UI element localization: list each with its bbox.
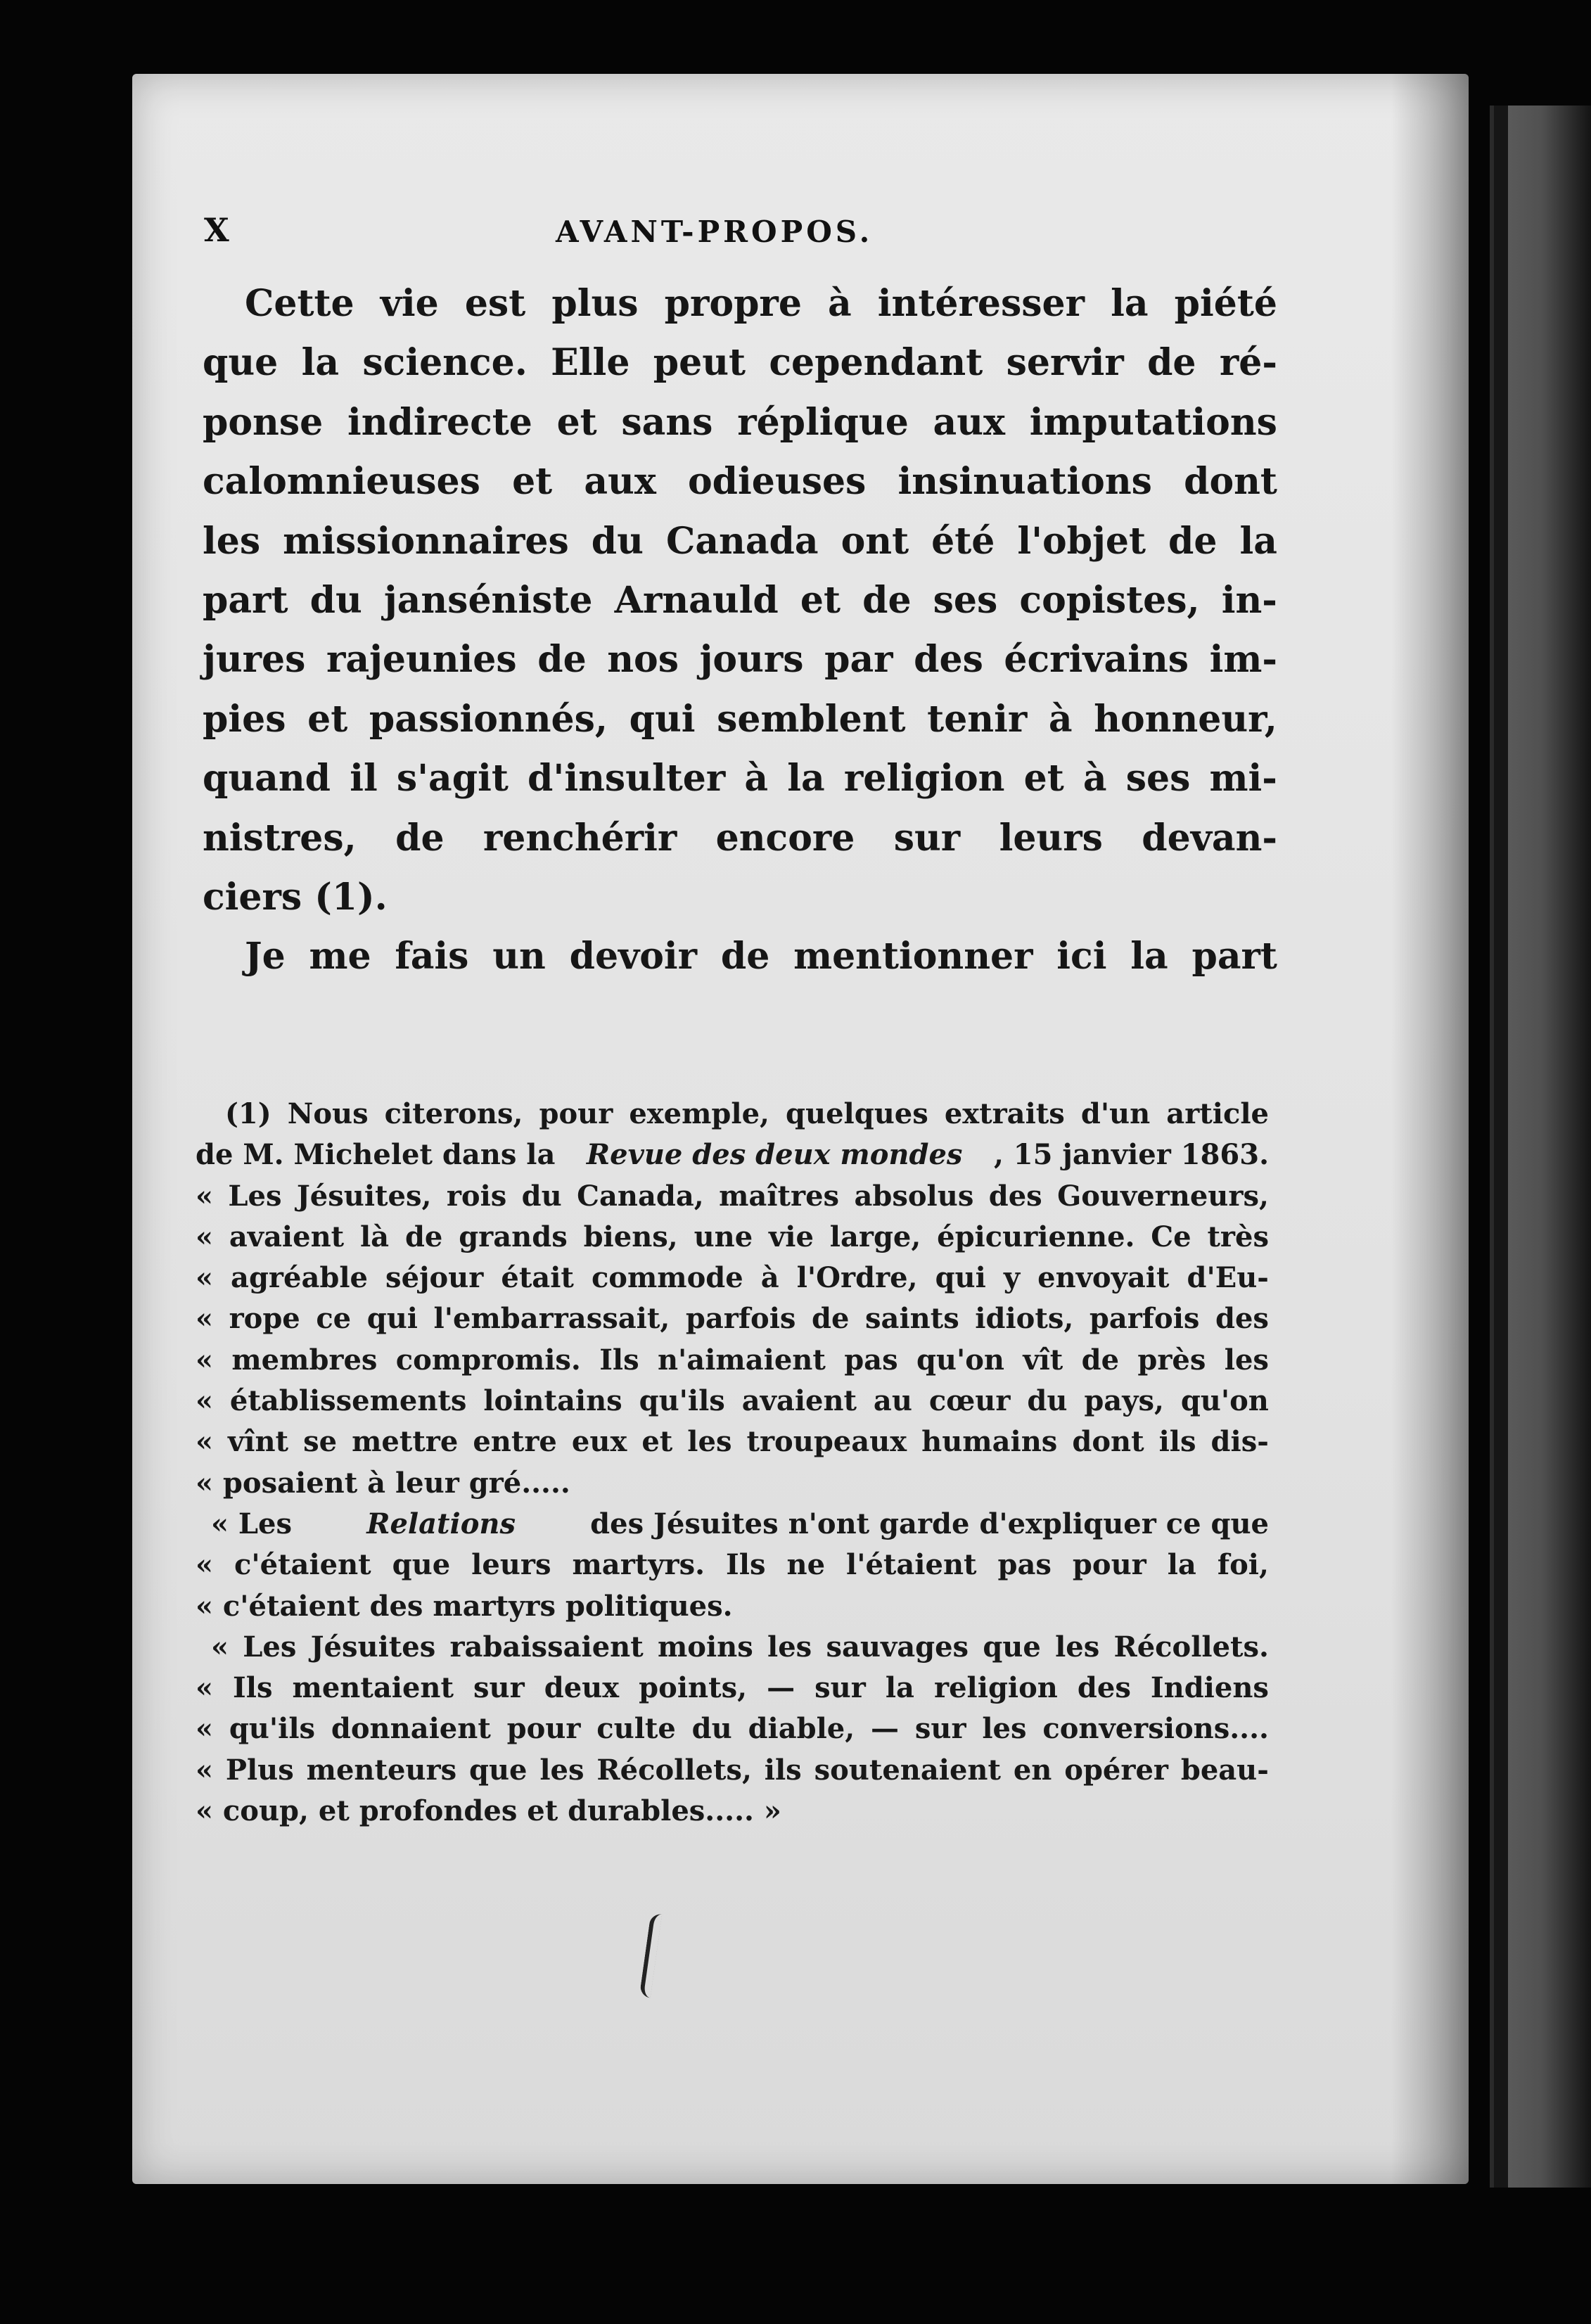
word: passionnés, xyxy=(369,697,608,741)
word: en xyxy=(1013,1753,1052,1787)
footnote-line xyxy=(196,1668,1269,1709)
word: Ils xyxy=(726,1548,766,1582)
word: les xyxy=(767,1630,812,1664)
word: vît xyxy=(1023,1343,1063,1377)
word: établissements xyxy=(229,1384,467,1418)
word: idiots, xyxy=(975,1302,1074,1336)
word: sans xyxy=(621,400,713,444)
word: nistres, xyxy=(203,816,357,860)
word: de xyxy=(1168,519,1218,563)
footnote xyxy=(196,1094,1269,1832)
word: Ils xyxy=(599,1343,639,1377)
body-line xyxy=(203,452,1277,511)
word: « xyxy=(196,1548,213,1582)
word: Les xyxy=(228,1179,282,1213)
word: de xyxy=(812,1302,850,1336)
word: missionnaires xyxy=(283,519,569,563)
word: cœur xyxy=(928,1384,1011,1418)
word: la xyxy=(787,757,825,800)
word: diable, xyxy=(748,1712,855,1746)
word: beau- xyxy=(1180,1753,1269,1787)
body-line xyxy=(203,749,1277,808)
word: aux xyxy=(584,460,656,504)
word: large, xyxy=(829,1220,921,1253)
word: ils xyxy=(1158,1425,1196,1459)
word: insinuations xyxy=(897,460,1152,504)
word: à xyxy=(1082,757,1107,800)
word: me xyxy=(309,935,371,978)
word: épicurienne. xyxy=(937,1220,1135,1253)
word: de xyxy=(862,578,912,622)
word: fais xyxy=(395,935,469,978)
word: ils xyxy=(764,1753,802,1787)
word: foi, xyxy=(1217,1548,1269,1582)
body-line xyxy=(203,927,1277,986)
word: donnaient xyxy=(331,1712,491,1746)
word: l'objet xyxy=(1017,519,1146,563)
word: humains xyxy=(921,1425,1058,1459)
word: c'étaient xyxy=(234,1548,371,1582)
word: « xyxy=(196,1220,213,1253)
word: qu'ils xyxy=(639,1384,725,1418)
word: mi- xyxy=(1209,757,1277,800)
word: (1) xyxy=(225,1097,271,1130)
word: des xyxy=(914,638,983,682)
word: Indiens xyxy=(1150,1671,1269,1705)
word: « xyxy=(196,1425,213,1459)
word: soutenaient xyxy=(814,1753,1001,1787)
word: Jésuites xyxy=(310,1630,436,1664)
word: grands xyxy=(459,1220,568,1253)
word: d'Eu- xyxy=(1187,1261,1269,1295)
word: n'aimaient xyxy=(657,1343,826,1377)
word: la xyxy=(1111,282,1149,325)
word: mentaient xyxy=(292,1671,454,1705)
word: mentionner xyxy=(793,935,1033,978)
word: — xyxy=(871,1712,900,1746)
body-line xyxy=(203,274,1277,333)
word: Plus xyxy=(225,1753,294,1787)
body-line xyxy=(203,690,1277,749)
word: avaient xyxy=(229,1220,345,1253)
word: opérer xyxy=(1064,1753,1168,1787)
word: pays, xyxy=(1084,1384,1164,1418)
word: les xyxy=(687,1425,732,1459)
word: « xyxy=(211,1630,229,1664)
footnote-line: « c'étaient des martyrs politiques. xyxy=(196,1589,733,1623)
word: été xyxy=(931,519,995,563)
word: agréable xyxy=(231,1261,368,1295)
word: exemple, xyxy=(629,1097,769,1130)
word: « xyxy=(196,1753,213,1787)
word: et xyxy=(307,697,348,741)
footnote-line xyxy=(196,1217,1269,1258)
word: avaient xyxy=(741,1384,857,1418)
footnote-line xyxy=(196,1135,1269,1175)
word: peut xyxy=(653,341,746,385)
word: sur xyxy=(473,1671,525,1705)
word: imputations xyxy=(1029,400,1277,444)
word: du xyxy=(1027,1384,1068,1418)
word: article xyxy=(1166,1097,1269,1130)
word: l'Ordre, xyxy=(796,1261,918,1295)
word: vînt xyxy=(228,1425,289,1459)
word: Canada xyxy=(665,519,819,563)
word: et xyxy=(512,460,553,504)
word: là xyxy=(359,1220,390,1253)
word: devan- xyxy=(1142,816,1277,860)
word: copistes, xyxy=(1019,578,1200,622)
word: qu'on xyxy=(916,1343,1005,1377)
footnote-line: « posaient à leur gré..... xyxy=(196,1466,570,1500)
footnote-line xyxy=(196,1504,1269,1545)
word: culte xyxy=(596,1712,676,1746)
word: encore xyxy=(715,816,855,860)
word: nos xyxy=(607,638,679,682)
footnote-line xyxy=(196,1176,1269,1217)
word: les xyxy=(203,519,261,563)
adjacent-page-edge xyxy=(1490,106,1591,2188)
word: cependant xyxy=(769,341,983,385)
word: au xyxy=(873,1384,912,1418)
word: des xyxy=(1215,1302,1269,1336)
word: im- xyxy=(1209,638,1277,682)
body-line xyxy=(203,393,1277,452)
word: propre xyxy=(664,282,802,325)
word: que xyxy=(983,1630,1041,1664)
word: aux xyxy=(933,400,1006,444)
word: qui xyxy=(366,1302,418,1336)
word: Les xyxy=(243,1630,297,1664)
word: ré- xyxy=(1219,341,1277,385)
word: parfois xyxy=(1089,1302,1200,1336)
word: à xyxy=(828,282,852,325)
word: ont xyxy=(841,519,909,563)
word: de xyxy=(537,638,587,682)
word: de xyxy=(404,1220,443,1253)
word: était xyxy=(501,1261,574,1295)
word: pas xyxy=(997,1548,1052,1582)
word: et xyxy=(800,578,841,622)
word: et xyxy=(556,400,597,444)
footnote-line xyxy=(196,1627,1269,1668)
word: Ils xyxy=(233,1671,273,1705)
word: les xyxy=(539,1753,584,1787)
word: Jésuites, xyxy=(296,1179,432,1213)
word: part xyxy=(1191,935,1277,978)
word: rabaissaient xyxy=(449,1630,644,1664)
word: troupeaux xyxy=(746,1425,907,1459)
word: que xyxy=(468,1753,528,1787)
word: mettre xyxy=(352,1425,459,1459)
word: menteurs xyxy=(306,1753,457,1787)
footnote-line: « coup, et profondes et durables..... » xyxy=(196,1794,781,1828)
word: ses xyxy=(1125,757,1191,800)
word: parfois xyxy=(685,1302,796,1336)
word: « xyxy=(196,1302,213,1336)
body-text xyxy=(203,274,1277,987)
footnote-journal-title: Revue des deux mondes xyxy=(586,1138,963,1172)
word: leurs xyxy=(471,1548,551,1582)
word: indirecte xyxy=(347,400,532,444)
body-line xyxy=(203,809,1277,868)
word: Récollets. xyxy=(1113,1630,1269,1664)
word: conversions.... xyxy=(1042,1712,1269,1746)
word: honneur, xyxy=(1094,697,1277,741)
page-number: X xyxy=(204,211,229,249)
footnote-line xyxy=(196,1750,1269,1791)
word: eux xyxy=(571,1425,627,1459)
word: envoyait xyxy=(1037,1261,1170,1295)
word: la xyxy=(1130,935,1168,978)
word: ce xyxy=(316,1302,352,1336)
word: que xyxy=(203,341,279,385)
word: à xyxy=(744,757,769,800)
word: rois xyxy=(446,1179,507,1213)
word: saints xyxy=(865,1302,959,1336)
word: du xyxy=(521,1179,562,1213)
body-line xyxy=(203,333,1277,392)
word: jours xyxy=(699,638,804,682)
word: des xyxy=(1077,1671,1131,1705)
word: ne xyxy=(786,1548,826,1582)
word: Canada, xyxy=(577,1179,704,1213)
footnote-text: , 15 janvier 1863. xyxy=(993,1138,1269,1172)
word: tenir xyxy=(927,697,1028,741)
word: deux xyxy=(544,1671,620,1705)
word: pies xyxy=(203,697,286,741)
word: « xyxy=(196,1671,213,1705)
word: compromis. xyxy=(395,1343,581,1377)
word: sur xyxy=(814,1671,866,1705)
word: rajeunies xyxy=(326,638,517,682)
word: plus xyxy=(551,282,639,325)
word: vie xyxy=(380,282,439,325)
word: pour xyxy=(506,1712,581,1746)
word: près xyxy=(1137,1343,1206,1377)
body-line xyxy=(203,512,1277,571)
footnote-line xyxy=(196,1094,1269,1135)
word: membres xyxy=(231,1343,378,1377)
word: sauvages xyxy=(826,1630,969,1664)
word: des xyxy=(988,1179,1042,1213)
word: dis- xyxy=(1210,1425,1269,1459)
footnote-text: de M. Michelet dans la xyxy=(196,1138,556,1172)
word: Arnauld xyxy=(614,578,779,622)
word: renchérir xyxy=(483,816,677,860)
word: par xyxy=(824,638,893,682)
word: la xyxy=(1239,519,1277,563)
word: moins xyxy=(657,1630,753,1664)
word: se xyxy=(303,1425,338,1459)
word: de xyxy=(1081,1343,1120,1377)
word: très xyxy=(1207,1220,1269,1253)
word: l'étaient xyxy=(846,1548,977,1582)
word: pour xyxy=(539,1097,613,1130)
word: leurs xyxy=(999,816,1103,860)
running-head: AVANT-PROPOS. xyxy=(556,215,874,249)
word: et xyxy=(1023,757,1064,800)
word: y xyxy=(1003,1261,1021,1295)
word: calomnieuses xyxy=(203,460,480,504)
word: maîtres xyxy=(719,1179,840,1213)
word: quelques xyxy=(786,1097,928,1130)
word: les xyxy=(982,1712,1027,1746)
word: de xyxy=(395,816,445,860)
word: d'insulter xyxy=(528,757,726,800)
word: un xyxy=(492,935,546,978)
word: — xyxy=(767,1671,796,1705)
word: vie xyxy=(769,1220,814,1253)
word: pas xyxy=(844,1343,898,1377)
word: Nous xyxy=(287,1097,369,1130)
word: entre xyxy=(473,1425,557,1459)
word: citerons, xyxy=(384,1097,523,1130)
word: points, xyxy=(639,1671,748,1705)
word: ses xyxy=(933,578,998,622)
word: la xyxy=(885,1671,914,1705)
word: commode xyxy=(591,1261,743,1295)
word: odieuses xyxy=(688,460,867,504)
word: Ce xyxy=(1151,1220,1191,1253)
word: à xyxy=(1048,697,1073,741)
word: janséniste xyxy=(383,578,593,622)
footnote-line xyxy=(196,1422,1269,1462)
word: rope xyxy=(229,1302,300,1336)
footnote-line xyxy=(196,1545,1269,1585)
word: une xyxy=(694,1220,753,1253)
word: in- xyxy=(1221,578,1277,622)
word: est xyxy=(464,282,526,325)
word: s'agit xyxy=(396,757,509,800)
body-line xyxy=(203,630,1277,689)
word: les xyxy=(1224,1343,1269,1377)
word: martyrs. xyxy=(572,1548,705,1582)
footnote-text: « Les xyxy=(211,1507,293,1540)
word: Elle xyxy=(551,341,630,385)
word: piété xyxy=(1174,282,1277,325)
word: « xyxy=(196,1343,213,1377)
word: biens, xyxy=(583,1220,678,1253)
word: à xyxy=(760,1261,779,1295)
word: « xyxy=(196,1712,213,1746)
word: dont xyxy=(1184,460,1277,504)
footnote-line xyxy=(196,1381,1269,1422)
word: écrivains xyxy=(1004,638,1189,682)
body-line xyxy=(203,571,1277,630)
word: intéresser xyxy=(877,282,1085,325)
word: sur xyxy=(893,816,961,860)
word: dont xyxy=(1072,1425,1144,1459)
word: qui xyxy=(935,1261,986,1295)
word: science. xyxy=(362,341,528,385)
word: qu'on xyxy=(1180,1384,1269,1418)
body-line: ciers (1). xyxy=(203,875,388,919)
word: réplique xyxy=(737,400,909,444)
word: l'embarrassait, xyxy=(433,1302,670,1336)
word: religion xyxy=(934,1671,1058,1705)
word: extraits xyxy=(944,1097,1065,1130)
word: Cette xyxy=(245,282,354,325)
word: du xyxy=(591,519,644,563)
word: et xyxy=(641,1425,673,1459)
word: quand xyxy=(203,757,331,800)
word: qui xyxy=(629,697,696,741)
word: « xyxy=(196,1261,213,1295)
word: Récollets, xyxy=(596,1753,752,1787)
word: Gouverneurs, xyxy=(1057,1179,1269,1213)
word: sur xyxy=(914,1712,966,1746)
word: Je xyxy=(245,935,286,978)
word: absolus xyxy=(854,1179,974,1213)
word: de xyxy=(1147,341,1196,385)
word: du xyxy=(691,1712,732,1746)
word: les xyxy=(1055,1630,1100,1664)
word: « xyxy=(196,1384,213,1418)
word: que xyxy=(392,1548,451,1582)
word: il xyxy=(350,757,378,800)
word: du xyxy=(309,578,362,622)
word: d'un xyxy=(1080,1097,1151,1130)
page-edge-shadow xyxy=(1391,74,1469,2184)
word: ponse xyxy=(203,400,324,444)
word: semblent xyxy=(717,697,906,741)
footnote-line xyxy=(196,1258,1269,1298)
footnote-italic-title: Relations xyxy=(366,1507,516,1540)
word: servir xyxy=(1006,341,1124,385)
footnote-line xyxy=(196,1298,1269,1339)
word: jures xyxy=(203,638,306,682)
footnote-text: des Jésuites n'ont garde d'expliquer ce que xyxy=(590,1507,1269,1540)
word: part xyxy=(203,578,288,622)
word: la xyxy=(1167,1548,1196,1582)
word: séjour xyxy=(385,1261,484,1295)
footnote-line xyxy=(196,1340,1269,1381)
word: de xyxy=(720,935,770,978)
word: lointains xyxy=(483,1384,622,1418)
word: ici xyxy=(1056,935,1107,978)
word: qu'ils xyxy=(229,1712,316,1746)
word: devoir xyxy=(569,935,698,978)
word: la xyxy=(301,341,340,385)
word: « xyxy=(196,1179,213,1213)
word: pour xyxy=(1072,1548,1146,1582)
footnote-line xyxy=(196,1709,1269,1749)
word: religion xyxy=(843,757,1005,800)
